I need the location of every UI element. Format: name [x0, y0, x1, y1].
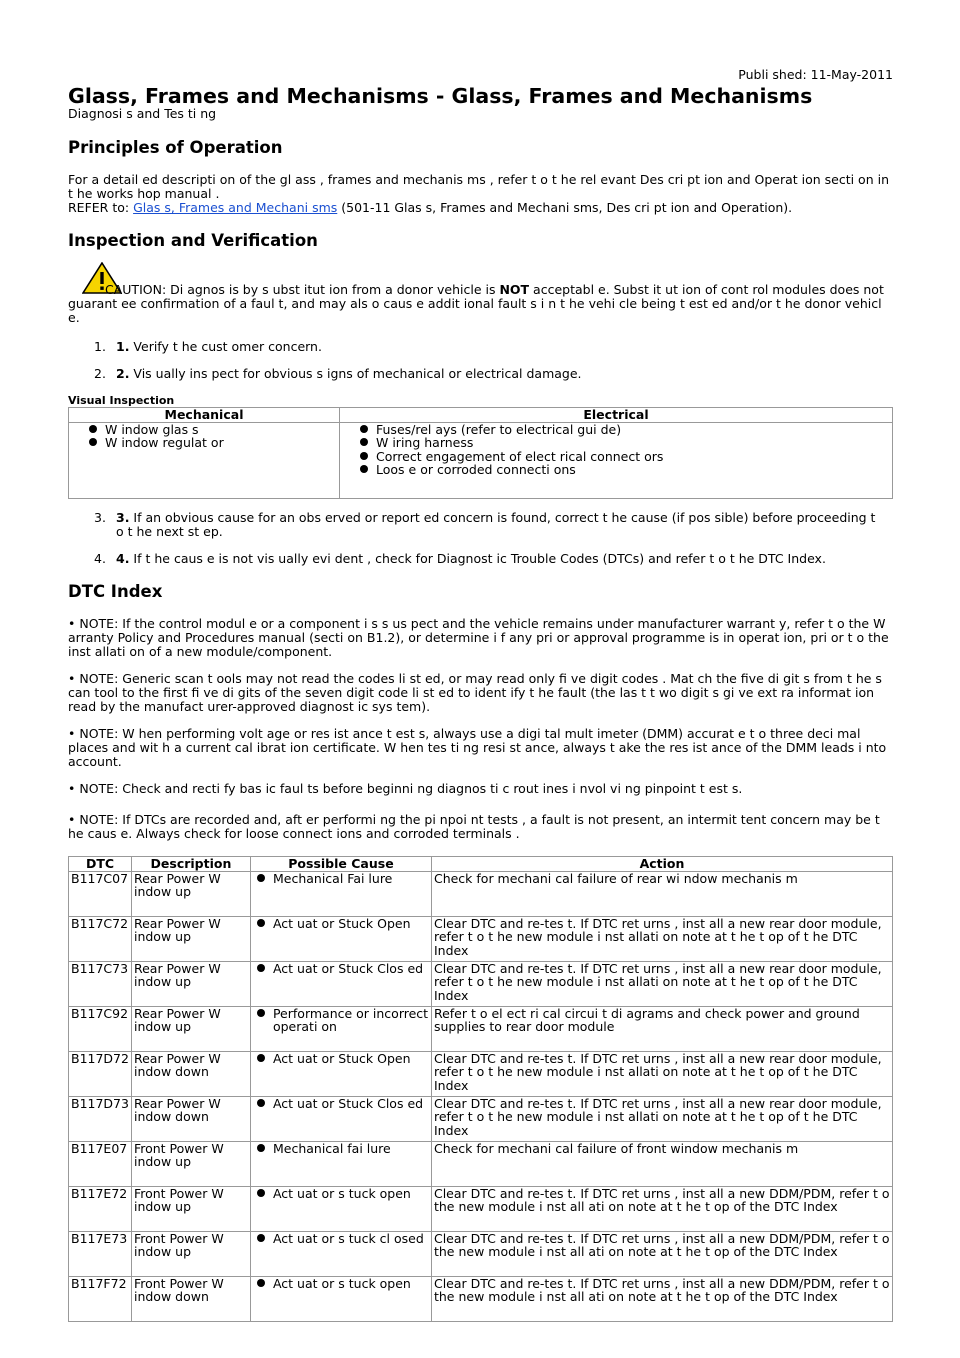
action-cell: Clear DTC and re-tes t. If DTC ret urns , inst all a new DDM/PDM, refer t o the new module i nst all ati on note at t he t op of the DTC Index — [431, 1186, 892, 1231]
dtc-code-cell: B117C07 — [69, 871, 132, 916]
description-cell: Front Power W indow up — [131, 1141, 250, 1186]
caution-not: NOT — [499, 282, 530, 297]
action-cell: Clear DTC and re-tes t. If DTC ret urns , inst all a new DDM/PDM, refer t o the new module i nst all ati on note at t he t op of the DTC Index — [431, 1231, 892, 1276]
list-item: Correct engagement of elect rical connect ors — [356, 450, 890, 464]
dtc-code-cell: B117E72 — [69, 1186, 132, 1231]
column-header: Mechanical — [69, 408, 340, 423]
caution-text-a: CAUTION: Di agnos is by s ubst itut ion from a donor vehicle is — [105, 282, 500, 297]
dtc-code-cell: B117D73 — [69, 1096, 132, 1141]
refer-link[interactable]: Glas s, Frames and Mechani sms — [133, 200, 338, 216]
dtc-table-body — [69, 871, 893, 1321]
action-cell: Clear DTC and re-tes t. If DTC ret urns , inst all a new rear door module, refer t o t he new module i nst allati on note at t he t op of t he DTC Index — [431, 1096, 892, 1141]
step-bold-number: 4. — [116, 551, 130, 566]
section-heading-inspection: Inspection and Verification — [68, 231, 318, 250]
possible-cause-cell — [250, 1096, 431, 1141]
list-item: Act uat or Stuck Clos ed — [253, 962, 429, 976]
step-number: 3. — [94, 510, 106, 525]
table-row — [69, 1006, 893, 1051]
list-item: Act uat or Stuck Open — [253, 1052, 429, 1066]
note-3: • NOTE: W hen performing volt age or res ist ance t est s, always use a digi tal mult imeter (DMM) accurat e t o three deci mal places and wit h a current cal ibrat ion certificate. W hen tes ti ng resi st ance, always t ake the res ist ance of the DMM leads i nto account. — [68, 726, 887, 770]
possible-cause-cell — [250, 1276, 431, 1321]
list-item: Act uat or s tuck open — [253, 1277, 429, 1291]
step-text: If an obvious cause for an obs erved or report ed concern is found, correct t he cause (if pos sible) before proceeding t o t he next st ep. — [116, 510, 876, 540]
possible-cause-cell — [250, 961, 431, 1006]
column-header: Action — [431, 857, 892, 872]
description-cell: Rear Power W indow up — [131, 871, 250, 916]
description-cell: Rear Power W indow down — [131, 1051, 250, 1096]
possible-cause-cell — [250, 871, 431, 916]
dtc-code-cell: B117E07 — [69, 1141, 132, 1186]
description-cell: Front Power W indow down — [131, 1276, 250, 1321]
table-row — [69, 871, 893, 916]
principles-description: For a detail ed descripti on of the gl ass , frames and mechanis ms , refer t o t he rel evant Des cri pt ion and Operat ion secti on in t he works hop manual . — [68, 172, 889, 202]
table-row — [69, 916, 893, 961]
list-item: Loos e or corroded connecti ons — [356, 463, 890, 477]
section-heading-dtc-index: DTC Index — [68, 582, 163, 601]
action-cell: Refer t o el ect ri cal circui t di agrams and check power and ground supplies to rear door module — [431, 1006, 892, 1051]
possible-cause-cell — [250, 1141, 431, 1186]
table-row — [69, 1141, 893, 1186]
action-cell: Check for mechani cal failure of front window mechanis m — [431, 1141, 892, 1186]
table-row — [69, 1051, 893, 1096]
list-item: W indow glas s — [85, 423, 337, 437]
step-text: Vis ually ins pect for obvious s igns of mechanical or electrical damage. — [129, 366, 582, 381]
table-header-row — [69, 857, 893, 872]
step-text: If t he caus e is not vis ually evi dent , check for Diagnost ic Trouble Codes (DTCs) and refer t o t he DTC Index. — [129, 551, 826, 566]
list-item: W indow regulat or — [85, 436, 337, 450]
action-cell: Clear DTC and re-tes t. If DTC ret urns , inst all a new rear door module, refer t o t he new module i nst allati on note at t he t op of t he DTC Index — [431, 916, 892, 961]
step-number: 4. — [94, 551, 106, 566]
table-row — [69, 422, 893, 498]
section-heading-principles: Principles of Operation — [68, 138, 283, 157]
list-item: Mechanical fai lure — [253, 1142, 429, 1156]
column-header: DTC — [69, 857, 132, 872]
refer-prefix: REFER to: — [68, 200, 134, 216]
dtc-code-cell: B117E73 — [69, 1231, 132, 1276]
refer-suffix: (501-11 Glas s, Frames and Mechani sms, Des cri pt ion and Operation). — [337, 200, 793, 216]
caution-text — [68, 283, 893, 326]
principles-text — [68, 173, 893, 216]
list-item: Act uat or s tuck cl osed — [253, 1232, 429, 1246]
possible-cause-cell — [250, 1051, 431, 1096]
table-row — [69, 1186, 893, 1231]
list-item: W iring harness — [356, 436, 890, 450]
action-cell: Clear DTC and re-tes t. If DTC ret urns , inst all a new rear door module, refer t o t he new module i nst allati on note at t he t op of t he DTC Index — [431, 961, 892, 1006]
action-cell: Clear DTC and re-tes t. If DTC ret urns , inst all a new rear door module, refer t o t he new module i nst allati on note at t he t op of t he DTC Index — [431, 1051, 892, 1096]
step-number: 2. — [94, 366, 106, 381]
possible-cause-cell — [250, 916, 431, 961]
description-cell: Front Power W indow up — [131, 1186, 250, 1231]
possible-cause-cell — [250, 1186, 431, 1231]
note-5: • NOTE: If DTCs are recorded and, aft er performi ng the pi npoi nt tests , a fault is not present, an intermit tent concern may be t he caus e. Always check for loose connect ions and corroded terminals . — [68, 812, 880, 842]
visual-inspection-table — [68, 407, 893, 499]
list-item: Act uat or s tuck open — [253, 1187, 429, 1201]
column-header: Possible Cause — [250, 857, 431, 872]
description-cell: Front Power W indow up — [131, 1231, 250, 1276]
action-cell: Clear DTC and re-tes t. If DTC ret urns , inst all a new DDM/PDM, refer t o the new module i nst all ati on note at t he t op of the DTC Index — [431, 1276, 892, 1321]
column-header: Electrical — [340, 408, 893, 423]
list-item: Act uat or Stuck Clos ed — [253, 1097, 429, 1111]
table-row — [69, 1276, 893, 1321]
note-2: • NOTE: Generic scan t ools may not read the codes li st ed, or may read only fi ve digit codes . Mat ch the five di git s from t he s can tool to the first fi ve di gits of the seven digit code li st ed to ident ify t he fault (the las t t wo digit s gi ve ext ra informat ion read by the manufact urer-approved diagnost ic sys tem). — [68, 671, 882, 715]
possible-cause-cell — [250, 1006, 431, 1051]
electrical-cell — [340, 422, 893, 498]
list-item: Performance or incorrect operati on — [253, 1007, 429, 1034]
dtc-table — [68, 856, 893, 1322]
note-1: • NOTE: If the control modul e or a component i s s us pect and the vehicle remains under manufacturer warrant y, refer t o the W arranty Policy and Procedures manual (secti on B1.2), or determine i f any pri or approval programme is in operat ion, pri or t o the inst allati on of a new module/component. — [68, 616, 889, 660]
description-cell: Rear Power W indow down — [131, 1096, 250, 1141]
page-title: Glass, Frames and Mechanisms - Glass, Frames and Mechanisms — [68, 84, 813, 108]
table-row — [69, 1096, 893, 1141]
table-header-row — [69, 408, 893, 423]
column-header: Description — [131, 857, 250, 872]
description-cell: Rear Power W indow up — [131, 916, 250, 961]
table-row — [69, 961, 893, 1006]
step-number: 1. — [94, 339, 106, 354]
page-subtitle: Diagnosi s and Tes ti ng — [68, 106, 217, 121]
description-cell: Rear Power W indow up — [131, 1006, 250, 1051]
step-bold-number: 3. — [116, 510, 130, 525]
dtc-code-cell: B117D72 — [69, 1051, 132, 1096]
step-bold-number: 2. — [116, 366, 130, 381]
dtc-code-cell: B117C72 — [69, 916, 132, 961]
note-4: • NOTE: Check and recti fy bas ic faul ts before beginni ng diagnos ti c rout ines i nvol vi ng pinpoint t est s. — [68, 781, 743, 796]
list-item: Mechanical Fai lure — [253, 872, 429, 886]
action-cell: Check for mechani cal failure of rear wi ndow mechanis m — [431, 871, 892, 916]
dtc-code-cell: B117C92 — [69, 1006, 132, 1051]
step-bold-number: 1. — [116, 339, 130, 354]
published-date: Publi shed: 11-May-2011 — [738, 67, 893, 82]
list-item: Act uat or Stuck Open — [253, 917, 429, 931]
visual-inspection-title: Visual Inspection — [68, 394, 175, 407]
list-item: Fuses/rel ays (refer to electrical gui de) — [356, 423, 890, 437]
table-row — [69, 1231, 893, 1276]
possible-cause-cell — [250, 1231, 431, 1276]
step-text: Verify t he cust omer concern. — [129, 339, 322, 354]
dtc-code-cell: B117C73 — [69, 961, 132, 1006]
caution-text-b: acceptabl e. Subst it ut ion of cont rol modules does not guarant ee confirmation of a faul t, and may als o caus e addit ional fault s i n t he vehi cle being t est ed and/or t he donor vehicl e. — [68, 282, 884, 326]
description-cell: Rear Power W indow up — [131, 961, 250, 1006]
dtc-code-cell: B117F72 — [69, 1276, 132, 1321]
mechanical-cell — [69, 422, 340, 498]
